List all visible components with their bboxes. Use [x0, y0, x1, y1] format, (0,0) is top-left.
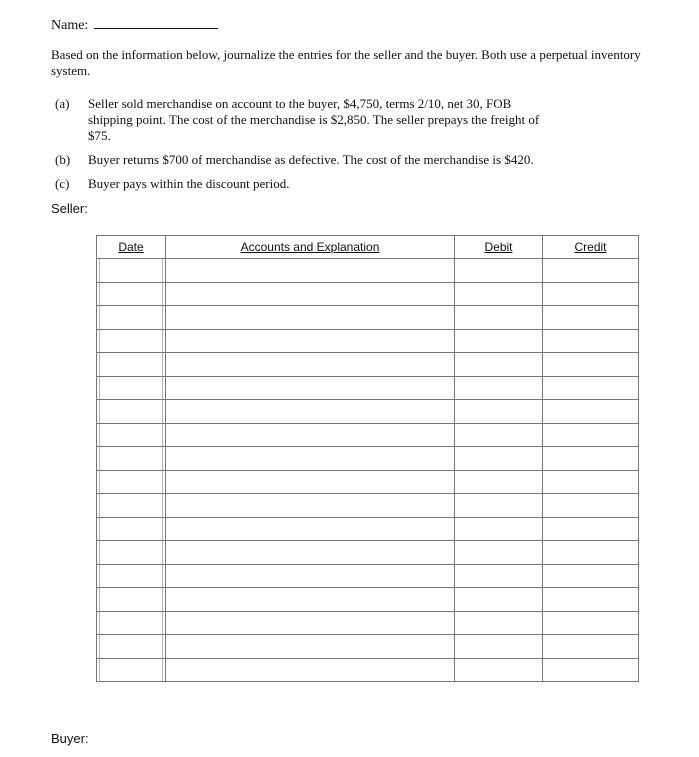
instructions-text: Based on the information below, journalize the entries for the seller and the buyer. Both use a perpetual inventory system.	[51, 47, 641, 78]
date-cell-inner-border	[99, 494, 163, 517]
name-label: Name:	[51, 18, 89, 33]
date-cell[interactable]	[97, 329, 166, 353]
debit-cell[interactable]	[455, 541, 543, 565]
date-cell-inner-border	[99, 541, 163, 564]
accounts-cell[interactable]	[166, 564, 455, 588]
table-row	[97, 564, 639, 588]
date-cell[interactable]	[97, 259, 166, 283]
debit-cell[interactable]	[455, 658, 543, 682]
debit-cell[interactable]	[455, 259, 543, 283]
table-row	[97, 376, 639, 400]
table-row	[97, 588, 639, 612]
debit-cell[interactable]	[455, 282, 543, 306]
table-row	[97, 259, 639, 283]
item-label: (c)	[55, 176, 70, 191]
date-cell[interactable]	[97, 376, 166, 400]
credit-cell[interactable]	[543, 541, 639, 565]
column-header-accounts: Accounts and Explanation	[166, 236, 455, 259]
table-row	[97, 658, 639, 682]
list-item	[51, 176, 611, 192]
name-blank[interactable]	[94, 16, 218, 29]
accounts-cell[interactable]	[166, 306, 455, 330]
debit-cell[interactable]	[455, 611, 543, 635]
credit-cell[interactable]	[543, 400, 639, 424]
date-cell[interactable]	[97, 282, 166, 306]
item-label: (a)	[55, 96, 70, 111]
accounts-cell[interactable]	[166, 329, 455, 353]
credit-cell[interactable]	[543, 329, 639, 353]
credit-cell[interactable]	[543, 423, 639, 447]
list-item	[51, 152, 611, 168]
credit-cell[interactable]	[543, 658, 639, 682]
date-cell[interactable]	[97, 635, 166, 659]
date-cell[interactable]	[97, 470, 166, 494]
credit-cell[interactable]	[543, 635, 639, 659]
credit-cell[interactable]	[543, 494, 639, 518]
table-row	[97, 494, 639, 518]
buyer-section-label: Buyer:	[51, 731, 89, 746]
credit-cell[interactable]	[543, 376, 639, 400]
debit-cell[interactable]	[455, 494, 543, 518]
journal-header-row	[97, 236, 639, 259]
date-cell-inner-border	[99, 377, 163, 400]
credit-cell[interactable]	[543, 564, 639, 588]
column-header-credit: Credit	[543, 236, 639, 259]
accounts-cell[interactable]	[166, 470, 455, 494]
credit-cell[interactable]	[543, 306, 639, 330]
name-field-line	[51, 16, 218, 34]
accounts-cell[interactable]	[166, 423, 455, 447]
credit-cell[interactable]	[543, 282, 639, 306]
date-cell-inner-border	[99, 612, 163, 635]
debit-cell[interactable]	[455, 353, 543, 377]
table-row	[97, 517, 639, 541]
date-cell-inner-border	[99, 447, 163, 470]
accounts-cell[interactable]	[166, 611, 455, 635]
accounts-cell[interactable]	[166, 658, 455, 682]
date-cell[interactable]	[97, 306, 166, 330]
table-row	[97, 635, 639, 659]
column-header-date: Date	[97, 236, 166, 259]
accounts-cell[interactable]	[166, 353, 455, 377]
item-text: Seller sold merchandise on account to the buyer, $4,750, terms 2/10, net 30, FOB shipping point. The cost of the merchandise is $2,850. The seller prepays the freight of $75.	[88, 96, 540, 143]
table-row	[97, 353, 639, 377]
date-cell-inner-border	[99, 306, 163, 329]
date-cell[interactable]	[97, 400, 166, 424]
seller-section-label: Seller:	[51, 201, 88, 216]
table-row	[97, 470, 639, 494]
table-row	[97, 400, 639, 424]
date-cell[interactable]	[97, 588, 166, 612]
table-row	[97, 306, 639, 330]
date-cell-inner-border	[99, 330, 163, 353]
date-cell-inner-border	[99, 424, 163, 447]
credit-cell[interactable]	[543, 588, 639, 612]
debit-cell[interactable]	[455, 376, 543, 400]
date-cell[interactable]	[97, 423, 166, 447]
accounts-cell[interactable]	[166, 494, 455, 518]
date-cell-inner-border	[99, 659, 163, 682]
debit-cell[interactable]	[455, 564, 543, 588]
date-cell[interactable]	[97, 658, 166, 682]
credit-cell[interactable]	[543, 259, 639, 283]
debit-cell[interactable]	[455, 329, 543, 353]
column-header-debit: Debit	[455, 236, 543, 259]
date-cell-inner-border	[99, 400, 163, 423]
accounts-cell[interactable]	[166, 517, 455, 541]
debit-cell[interactable]	[455, 447, 543, 471]
credit-cell[interactable]	[543, 470, 639, 494]
debit-cell[interactable]	[455, 423, 543, 447]
date-cell[interactable]	[97, 564, 166, 588]
table-row	[97, 611, 639, 635]
accounts-cell[interactable]	[166, 588, 455, 612]
credit-cell[interactable]	[543, 353, 639, 377]
journal-body	[97, 259, 639, 682]
date-cell-inner-border	[99, 635, 163, 658]
item-label: (b)	[55, 152, 71, 167]
journal-table	[96, 235, 639, 682]
debit-cell[interactable]	[455, 635, 543, 659]
item-text: Buyer pays within the discount period.	[88, 176, 290, 191]
date-cell-inner-border	[99, 353, 163, 376]
accounts-cell[interactable]	[166, 282, 455, 306]
credit-cell[interactable]	[543, 517, 639, 541]
item-text: Buyer returns $700 of merchandise as defective. The cost of the merchandise is $420.	[88, 152, 534, 167]
date-cell[interactable]	[97, 494, 166, 518]
accounts-cell[interactable]	[166, 400, 455, 424]
date-cell-inner-border	[99, 471, 163, 494]
debit-cell[interactable]	[455, 400, 543, 424]
table-row	[97, 541, 639, 565]
accounts-cell[interactable]	[166, 376, 455, 400]
table-row	[97, 423, 639, 447]
transaction-list	[51, 96, 611, 200]
date-cell-inner-border	[99, 283, 163, 306]
accounts-cell[interactable]	[166, 259, 455, 283]
debit-cell[interactable]	[455, 470, 543, 494]
debit-cell[interactable]	[455, 306, 543, 330]
date-cell[interactable]	[97, 541, 166, 565]
debit-cell[interactable]	[455, 517, 543, 541]
credit-cell[interactable]	[543, 447, 639, 471]
accounts-cell[interactable]	[166, 541, 455, 565]
date-cell[interactable]	[97, 353, 166, 377]
table-row	[97, 447, 639, 471]
debit-cell[interactable]	[455, 588, 543, 612]
accounts-cell[interactable]	[166, 447, 455, 471]
list-item	[51, 96, 551, 144]
date-cell-inner-border	[99, 259, 163, 282]
date-cell-inner-border	[99, 588, 163, 611]
date-cell[interactable]	[97, 517, 166, 541]
table-row	[97, 282, 639, 306]
accounts-cell[interactable]	[166, 635, 455, 659]
date-cell-inner-border	[99, 518, 163, 541]
credit-cell[interactable]	[543, 611, 639, 635]
table-row	[97, 329, 639, 353]
date-cell[interactable]	[97, 447, 166, 471]
date-cell-inner-border	[99, 565, 163, 588]
date-cell[interactable]	[97, 611, 166, 635]
